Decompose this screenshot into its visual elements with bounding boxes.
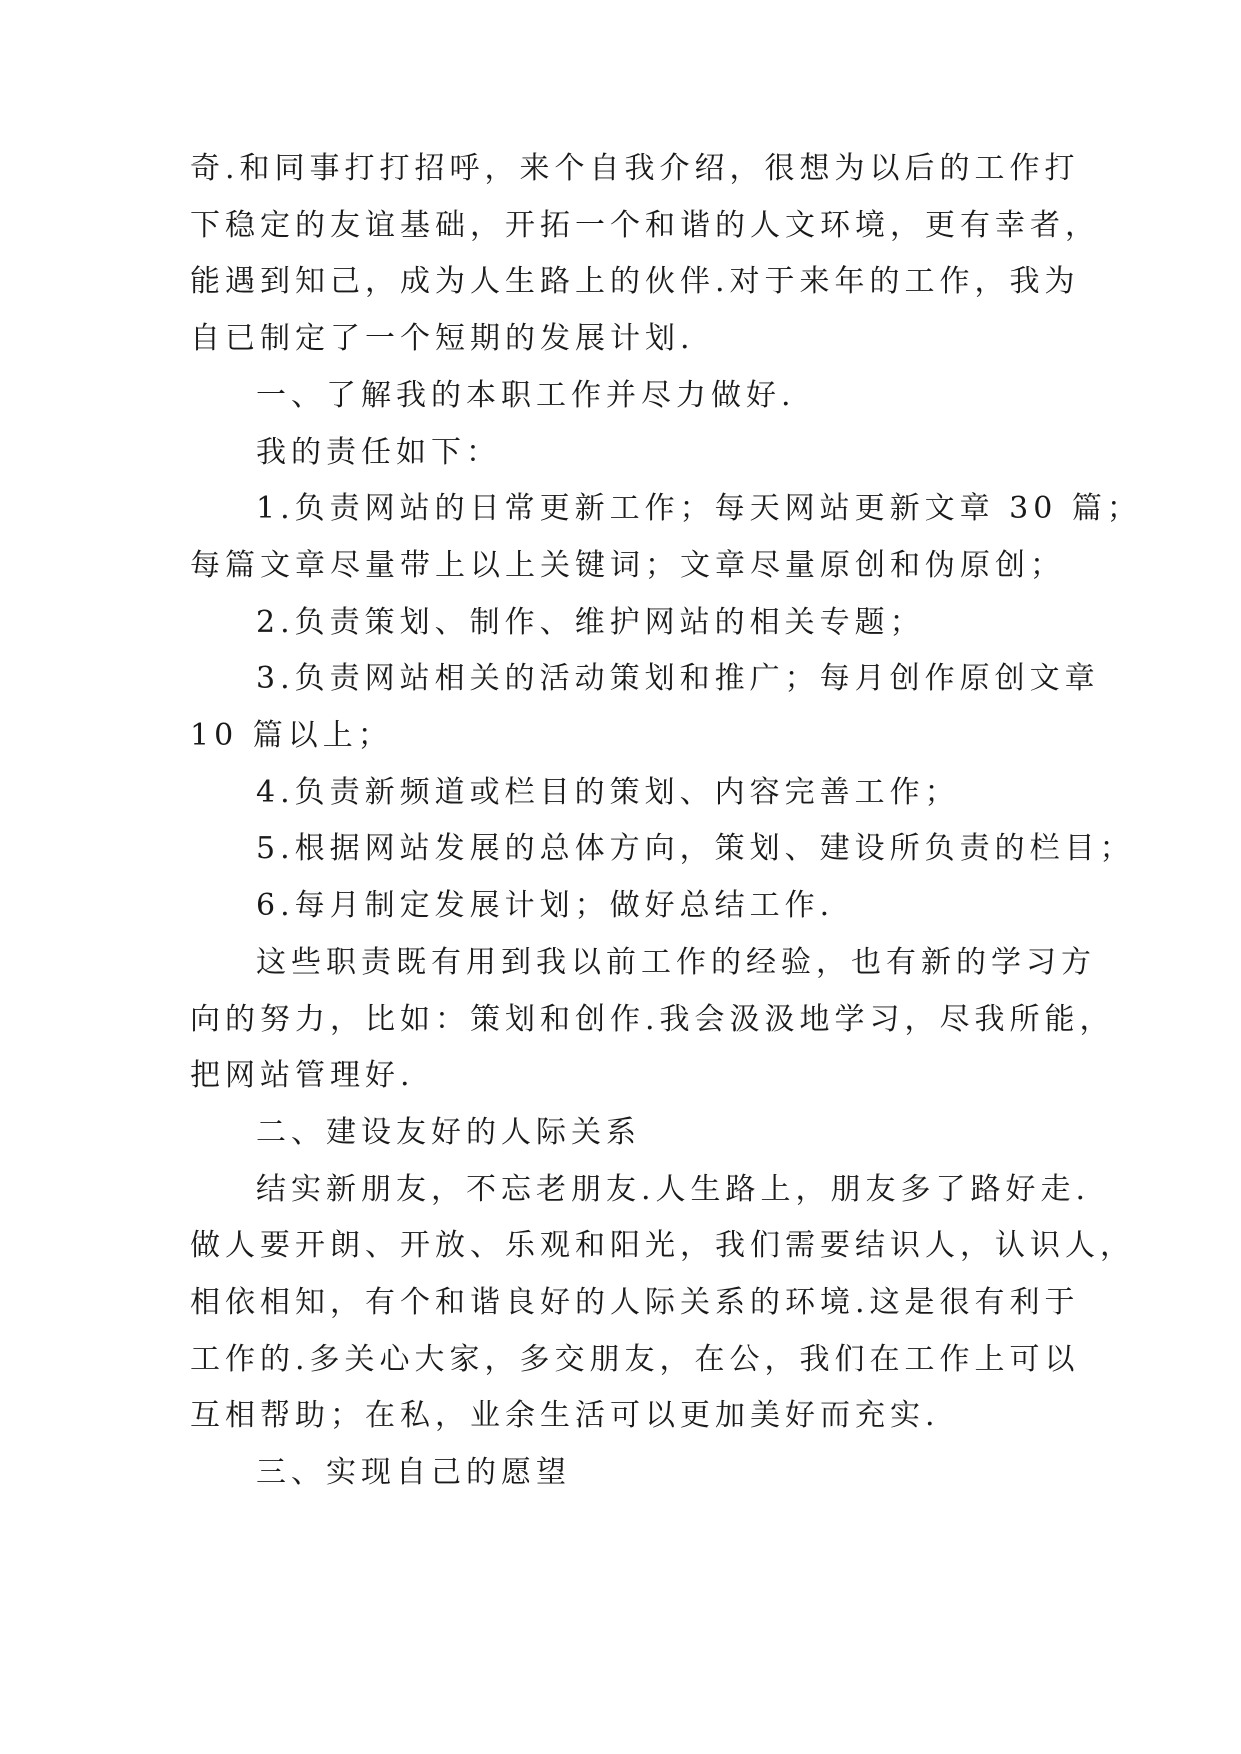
- list-item: 4.负责新频道或栏目的策划、内容完善工作；: [256, 775, 960, 810]
- text-line: 我的责任如下：: [256, 435, 501, 470]
- text-line: 相依相知，有个和谐良好的人际关系的环境.这是很有利于: [190, 1285, 1080, 1320]
- text-line: 互相帮助；在私，业余生活可以更加美好而充实.: [190, 1398, 940, 1433]
- list-item: 2.负责策划、制作、维护网站的相关专题；: [256, 605, 925, 640]
- section-heading: 三、实现自己的愿望: [256, 1455, 571, 1490]
- list-item: 5.根据网站发展的总体方向，策划、建设所负责的栏目；: [256, 831, 1135, 866]
- text-line: 每篇文章尽量带上以上关键词；文章尽量原创和伪原创；: [190, 548, 1065, 583]
- text-line: 把网站管理好.: [190, 1058, 415, 1093]
- text-line: 做人要开朗、开放、乐观和阳光，我们需要结识人，认识人，: [190, 1228, 1135, 1263]
- text-line: 能遇到知己，成为人生路上的伙伴.对于来年的工作，我为: [190, 264, 1080, 299]
- text-line: 工作的.多关心大家，多交朋友，在公，我们在工作上可以: [190, 1342, 1080, 1377]
- list-item: 3.负责网站相关的活动策划和推广；每月创作原创文章: [256, 661, 1100, 696]
- text-line: 下稳定的友谊基础，开拓一个和谐的人文环境，更有幸者，: [190, 208, 1100, 243]
- section-heading: 二、建设友好的人际关系: [256, 1115, 641, 1150]
- text-line: 10 篇以上；: [190, 718, 393, 753]
- text-line: 自已制定了一个短期的发展计划.: [190, 321, 695, 356]
- text-line: 结实新朋友，不忘老朋友.人生路上，朋友多了路好走.: [256, 1172, 1091, 1207]
- list-item: 6.每月制定发展计划；做好总结工作.: [256, 888, 835, 923]
- list-item: 1.负责网站的日常更新工作；每天网站更新文章 30 篇；: [256, 491, 1142, 526]
- text-line: 奇.和同事打打招呼，来个自我介绍，很想为以后的工作打: [190, 151, 1080, 186]
- section-heading: 一、了解我的本职工作并尽力做好.: [256, 378, 796, 413]
- text-line: 向的努力，比如：策划和创作.我会汲汲地学习，尽我所能，: [190, 1002, 1115, 1037]
- text-line: 这些职责既有用到我以前工作的经验，也有新的学习方: [256, 945, 1096, 980]
